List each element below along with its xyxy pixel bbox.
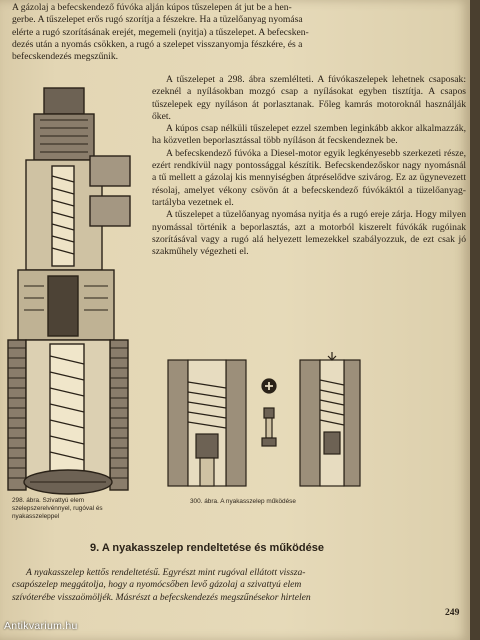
bottom-paragraph [12, 567, 466, 604]
paragraph: A tűszelepet a tüzelőanyag nyomása nyitja és a rugó ereje zárja. Hogy milyen nyomással történik a beporlasztás, azt a motorból kiszerelt fúvókák rugóinak szorításával vagy a rugó alá helyezett lemezekkel szabályozzuk, de ezt csak jó szakműhely végezheti el. [152, 209, 466, 258]
paragraph: A befecskendező fúvóka a Diesel-motor egyik legkényesebb szerkezeti része, ezért rendkívül nagy pontossággal készítik. Befecskendezőskor nagy nyomásnál a tű mellett a gázolaj kis mennyiségben átpréselődve szivárog. Ez az ügynevezett résolaj, amelyet vékony csövön át a befecskendező fúvókáktól a tüzelőanyag-tartályba vezetnek el. [152, 147, 466, 208]
paragraph: A tűszelepet a 298. ábra szemlélteti. A fúvókaszelepek lehetnek csaposak: ezeknél a nyílásokban mozgó csap a nyílásokat egyben tisztítja. A csapos tűszelepek egy nyíláson át porlasztanak. Főleg kamrás motoroknál használják őket. [152, 74, 466, 122]
text-line: dezés után a nyomás csökken, a rugó a szelepet visszanyomja fészkére, és a [12, 38, 303, 50]
text-line: elérte a rugó szorításának erejét, megemeli (nyitja) a tűszelepet. A befecsken- [12, 26, 309, 38]
text-line: csapószelep meggátolja, hogy a nyomócsőben levő gázolaj a szivattyú elem [12, 579, 302, 591]
figure-caption: 298. ábra. Szivattyú elem szelepszerelvénnyel, rugóval és nyakasszeleppel [12, 497, 103, 520]
page-edge [470, 0, 480, 640]
delivery-valve-illustration [160, 352, 364, 500]
text-line: A nyakasszelep kettős rendeltetésű. Egyrészt mint rugóval ellátott vissza- [26, 567, 306, 578]
text-line: A gázolaj a befecskendező fúvóka alján kúpos tűszelepen át jut be a hen- [12, 2, 292, 13]
section-heading: 9. A nyakasszelep rendeltetése és működése [90, 542, 324, 554]
right-column-text [152, 74, 466, 258]
pump-element-illustration [4, 86, 148, 498]
paragraph: A kúpos csap nélküli tűszelepet ezzel szemben leginkább akkor alkalmazzák, ha közvetlen beporlasztással több nyíláson át fecskendeznek be. [152, 123, 466, 147]
top-paragraph [12, 2, 466, 63]
text-line: gerbe. A tűszelepet erős rugó szorítja a fészekre. Ha a tüzelőanyag nyomása [12, 14, 303, 26]
page-number: 249 [445, 607, 460, 618]
figure-caption: 300. ábra. A nyakasszelep működése [190, 498, 296, 505]
watermark: Antikvarium.hu [4, 620, 78, 632]
text-line: befecskendezés megszűnik. [12, 51, 119, 63]
text-line: szívóterébe visszaömöljék. Másrészt a befecskendezés megszűnésekor hirtelen [12, 591, 311, 603]
